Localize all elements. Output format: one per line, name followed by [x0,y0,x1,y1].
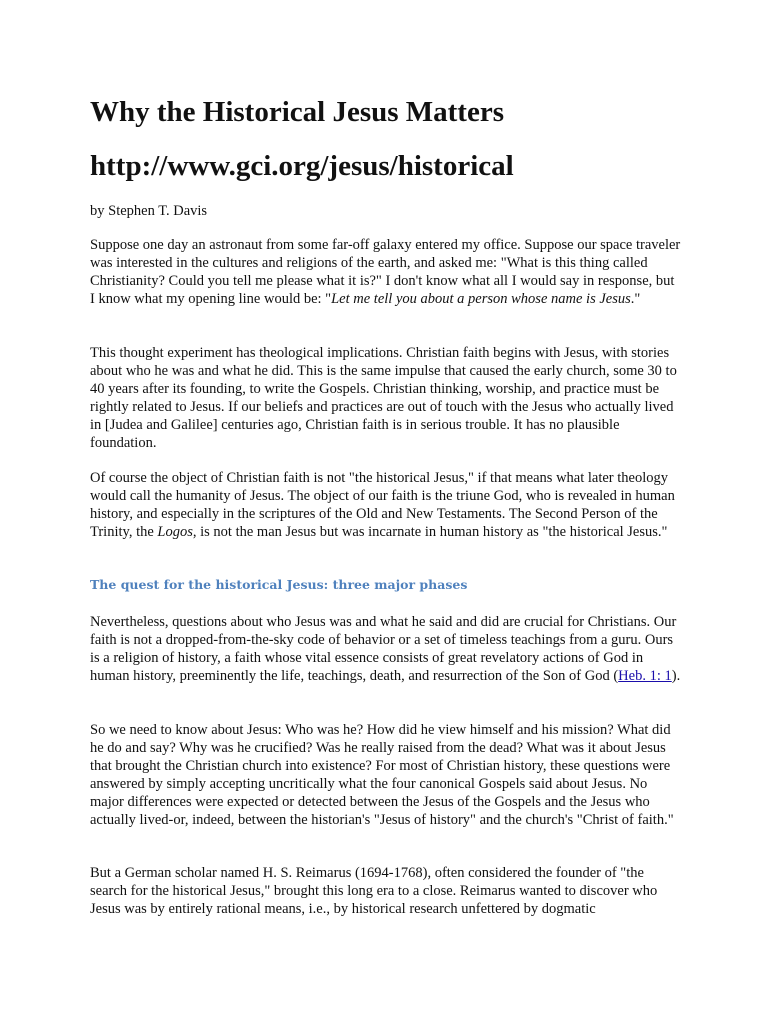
paragraph-3-end: , is not the man Jesus but was incarnate in human history as "the historical Jesus." [192,523,668,540]
paragraph-4-end: ). [671,667,681,684]
source-url: http://www.gci.org/jesus/historical [90,150,514,182]
paragraph-3-emphasis: Logos [157,523,193,540]
paragraph-1-emphasis: Let me tell you about a person whose name is Jesus [331,290,631,307]
paragraph-3-text: Of course the object of Christian faith is not "the historical Jesus," if that means what later theology would call the humanity of Jesus. The object of our faith is the triune God, who is revealed in human history, and especially in the scriptures of the Old and New Testaments. The Second Person of the Trinity, the [90,470,675,540]
article-title: Why the Historical Jesus Matters [90,96,504,128]
paragraph-3 [90,470,682,542]
paragraph-1-end: ." [630,290,641,307]
paragraph-1 [90,237,682,309]
paragraph-4-text: Nevertheless, questions about who Jesus was and what he said and did are crucial for Christians. Our faith is not a dropped-from-the-sky code of behavior or a set of timeless teachings from a guru. Ours is a religion of history, a faith whose vital essence consists of great revelatory actions of God in human history, preeminently the life, teachings, death, and resurrection of the Son of God ( [90,614,677,684]
section-heading: The quest for the historical Jesus: three major phases [90,577,468,592]
scripture-reference-link[interactable]: Heb. 1: 1 [618,667,672,684]
paragraph-5: So we need to know about Jesus: Who was he? How did he view himself and his mission? What did he do and say? Why was he crucified? Was he really raised from the dead? What was it about Jesus that brought the Christian church into existence? For most of Christian history, these questions were answered by simply accepting uncritically what the four canonical Gospels said about Jesus. No major differences were expected or detected between the Jesus of the Gospels and the Jesus who actually lived-or, indeed, between the historian's "Jesus of history" and the church's "Christ of faith." [90,722,674,828]
paragraph-4 [90,614,682,686]
paragraph-2: This thought experiment has theological implications. Christian faith begins with Jesus, with stories about who he was and what he did. This is the same impulse that caused the early church, some 30 to 40 years after its founding, to write the Gospels. Christian thinking, worship, and practice must be rightly related to Jesus. If our beliefs and practices are out of touch with the Jesus who actually lived in [Judea and Galilee] centuries ago, Christian faith is in serious trouble. It has no plausible foundation. [90,345,677,451]
paragraph-6: But a German scholar named H. S. Reimarus (1694-1768), often considered the founder of "the search for the historical Jesus," brought this long era to a close. Reimarus wanted to discover who Jesus was by entirely rational means, i.e., by historical research unfettered by dogmatic [90,865,658,917]
paragraph-1-text: Suppose one day an astronaut from some far-off galaxy entered my office. Suppose our space traveler was interested in the cultures and religions of the earth, and asked me: "What is this thing called Christianity? Could you tell me please what it is?" I don't know what all I would say in response, but I know what my opening line would be: " [90,237,681,307]
author-byline: by Stephen T. Davis [90,203,208,219]
